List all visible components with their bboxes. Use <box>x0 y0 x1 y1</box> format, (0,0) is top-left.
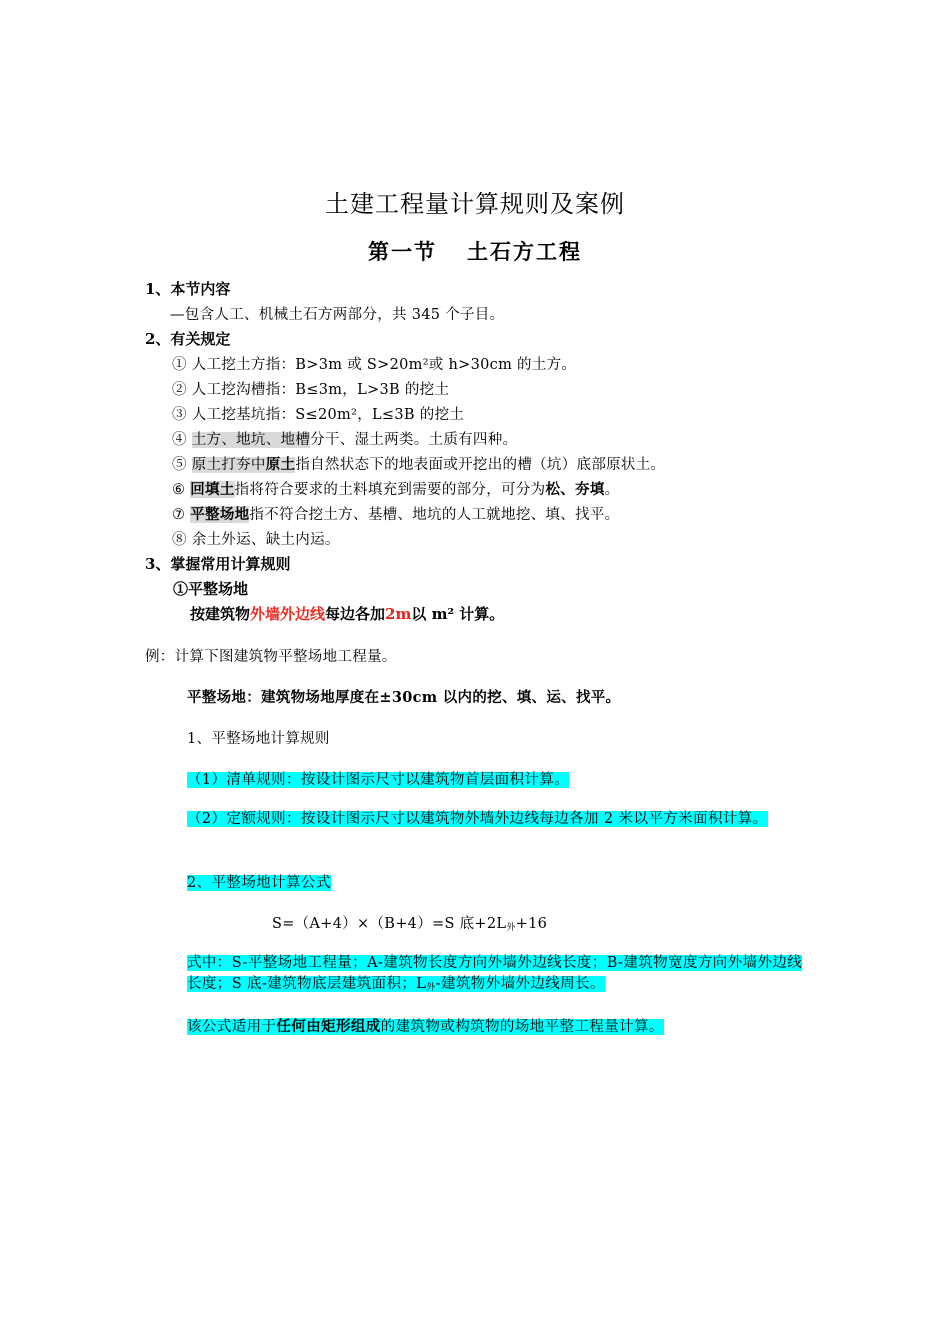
section-title <box>0 236 950 266</box>
section-content-text: —包含人工、机械土石方两部分，共 345 个子目。 <box>170 307 505 323</box>
definition-site-leveling: 平整场地：建筑物场地厚度在±30cm 以内的挖、填、运、找平。 <box>187 689 621 706</box>
example-intro: 例：计算下图建筑物平整场地工程量。 <box>145 649 397 665</box>
formula: S=（A+4）×（B+4）=S 底$+2L_外+16$ <box>272 916 548 933</box>
document-title: 土建工程量计算规则及案例 <box>325 190 625 218</box>
term-bold: 回填土 <box>190 481 235 498</box>
regulation-item-3: ③ 人工挖基坑指：S≤20m²，L≤3B 的挖土 <box>172 407 465 423</box>
regulation-item-6: ⑥ 回填土指将符合要求的土料填充到需要的部分，可分为松、夯填。 <box>172 481 620 498</box>
subheading-site-leveling: ①平整场地 <box>173 580 249 598</box>
regulation-item-4: ④ 土方、地坑、地槽分干、湿土两类。土质有四种。 <box>172 432 518 448</box>
regulation-item-1: ① 人工挖土方指：B>3m 或 S>20m²或 h>30cm 的土方。 <box>172 357 577 373</box>
term-bold: 平整场地 <box>190 506 250 523</box>
section-name: 土石方工程 <box>467 239 582 264</box>
term-bold: 原土 <box>265 456 296 473</box>
regulation-item-2: ② 人工挖沟槽指：B≤3m，L>3B 的挖土 <box>172 382 450 398</box>
regulation-item-7: ⑦ 平整场地指不符合挖土方、基槽、地坑的人工就地挖、填、找平。 <box>172 506 620 523</box>
heading-regulations: 2、有关规定 <box>145 330 231 348</box>
regulation-item-8: ⑧ 余土外运、缺土内运。 <box>172 532 340 548</box>
regulation-item-5: ⑤ 原土打夯中原土指自然状态下的地表面或开挖出的槽（坑）底部原状土。 <box>172 456 666 473</box>
formula-explanation: 式中：S-平整场地工程量；A-建筑物长度方向外墙外边线长度；B-建筑物宽度方向外墙外边线长度；S 底-建筑物底层建筑面积；$L_外-$建筑物外墙外边线周长。 <box>187 955 803 993</box>
rules-heading: 1、平整场地计算规则 <box>187 731 330 747</box>
section-number: 第一节 <box>368 239 437 264</box>
term-bold: 松、夯填 <box>545 481 605 498</box>
site-leveling-rule: 按建筑物外墙外边线每边各加2m以 m² 计算。 <box>190 605 505 623</box>
rule-list-item-2: （2）定额规则：按设计图示尺寸以建筑物外墙外边线每边各加 2 米以平方米面积计算。 <box>187 811 768 827</box>
highlight-text: 土方、地坑、地槽 <box>191 432 311 448</box>
heading-section-content: 1、本节内容 <box>145 280 231 298</box>
heading-calc-rules: 3、掌握常用计算规则 <box>145 555 291 573</box>
formula-note: 该公式适用于任何由矩形组成的建筑物或构筑物的场地平整工程量计算。 <box>187 1018 664 1035</box>
rule-list-item-1: （1）清单规则：按设计图示尺寸以建筑物首层面积计算。 <box>187 772 570 788</box>
formula-heading: 2、平整场地计算公式 <box>187 875 331 891</box>
